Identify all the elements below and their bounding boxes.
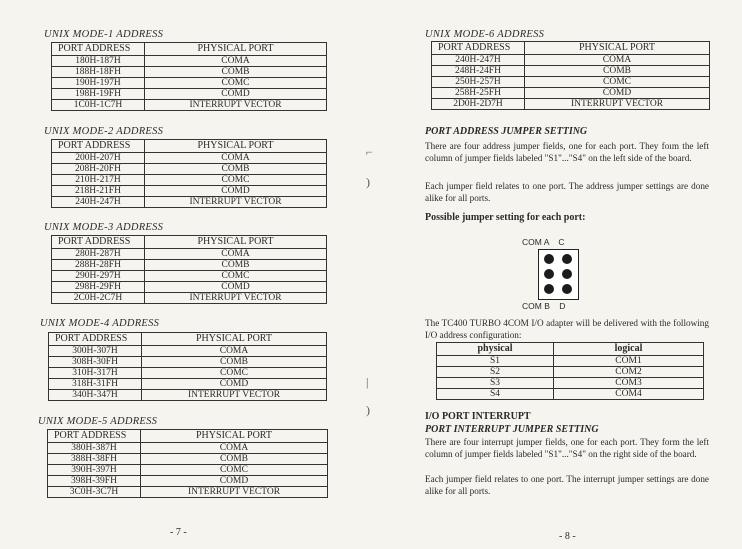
port-address-cell: 288H-28FH <box>52 260 145 271</box>
table-row <box>49 390 327 401</box>
logical-cell: COM4 <box>554 389 704 400</box>
port-address-cell: 2C0H-2C7H <box>52 293 145 304</box>
table-row <box>52 282 327 293</box>
table-row <box>52 67 327 78</box>
port-address-cell: 318H-31FH <box>49 379 142 390</box>
mode6-table <box>431 41 710 110</box>
mode4-title: UNIX MODE-4 ADDRESS <box>40 318 160 329</box>
column-header: PHYSICAL PORT <box>145 140 327 153</box>
io-interrupt-heading: I/O PORT INTERRUPT <box>425 411 531 422</box>
port-address-cell: 290H-297H <box>52 271 145 282</box>
physical-port-cell: INTERRUPT VECTOR <box>142 390 327 401</box>
jumper-pin <box>562 254 572 264</box>
mode2-table <box>51 139 327 208</box>
physical-port-cell: COMA <box>142 346 327 357</box>
column-header: PORT ADDRESS <box>52 236 145 249</box>
table-row <box>432 88 710 99</box>
physical-port-cell: COMB <box>145 164 327 175</box>
mode4-table <box>48 332 327 401</box>
right-page <box>372 0 742 549</box>
physical-port-cell: COMC <box>145 78 327 89</box>
jumper-bottom-labels: COM B D <box>522 301 566 311</box>
table-row <box>52 153 327 164</box>
table-row <box>52 100 327 111</box>
logical-cell: COM3 <box>554 378 704 389</box>
binding-mark: ⌐ <box>366 145 373 159</box>
physical-cell: S4 <box>437 389 554 400</box>
table-row <box>432 77 710 88</box>
binding-mark: ) <box>366 175 370 189</box>
physical-port-cell: COMA <box>141 443 328 454</box>
column-header: PORT ADDRESS <box>48 430 141 443</box>
table-row <box>48 476 328 487</box>
column-header: PORT ADDRESS <box>432 42 525 55</box>
column-header: logical <box>554 343 704 356</box>
physical-cell: S1 <box>437 356 554 367</box>
table-row <box>52 56 327 67</box>
column-header: physical <box>437 343 554 356</box>
port-address-cell: 208H-20FH <box>52 164 145 175</box>
port-address-cell: 240H-247H <box>52 197 145 208</box>
jumper-pin <box>544 254 554 264</box>
physical-port-cell: COMC <box>141 465 328 476</box>
column-header: PHYSICAL PORT <box>141 430 328 443</box>
table-row <box>52 249 327 260</box>
table-row <box>49 357 327 368</box>
table-row <box>52 271 327 282</box>
config-table <box>436 342 704 400</box>
physical-port-cell: COMC <box>142 368 327 379</box>
jumper-pin <box>544 269 554 279</box>
jumper-pin <box>544 284 554 294</box>
logical-cell: COM2 <box>554 367 704 378</box>
port-address-cell: 240H-247H <box>432 55 525 66</box>
table-row <box>437 378 704 389</box>
table-row <box>52 186 327 197</box>
table-row <box>48 443 328 454</box>
port-address-cell: 218H-21FH <box>52 186 145 197</box>
mode3-table <box>51 235 327 304</box>
port-address-cell: 188H-18FH <box>52 67 145 78</box>
physical-port-cell: INTERRUPT VECTOR <box>145 100 327 111</box>
port-address-cell: 300H-307H <box>49 346 142 357</box>
table-row <box>52 78 327 89</box>
table-row <box>437 356 704 367</box>
table-row <box>52 89 327 100</box>
logical-cell: COM1 <box>554 356 704 367</box>
jumper-paragraph-2: Each jumper field relates to one port. The address jumper settings are done alike for all ports. <box>425 181 709 203</box>
table-row <box>52 293 327 304</box>
jumper-pin <box>562 269 572 279</box>
physical-port-cell: COMA <box>525 55 710 66</box>
port-address-cell: 3C0H-3C7H <box>48 487 141 498</box>
table-row <box>437 367 704 378</box>
port-address-cell: 210H-217H <box>52 175 145 186</box>
interrupt-paragraph-1: There are four interrupt jumper fields, one for each port. They form the left column of jumper fields labeled "S1"..."S4" on the right side of the board. <box>425 437 709 459</box>
table-row <box>432 99 710 110</box>
binding-mark: ) <box>366 403 370 417</box>
delivery-paragraph: The TC400 TURBO 4COM I/O adapter will be delivered with the following I/O address configuration: <box>425 318 709 340</box>
physical-cell: S2 <box>437 367 554 378</box>
table-row <box>49 346 327 357</box>
port-address-cell: 258H-25FH <box>432 88 525 99</box>
physical-port-cell: COMB <box>525 66 710 77</box>
jumper-diagram <box>538 249 579 300</box>
physical-port-cell: COMD <box>145 282 327 293</box>
jumper-paragraph-1: There are four address jumper fields, one for each port. They foım the left column of jumper fields labeled "S1"..."S4" on the left side of the board. <box>425 141 709 163</box>
mode1-table <box>51 42 327 111</box>
port-address-cell: 388H-38FH <box>48 454 141 465</box>
page-number-left: - 7 - <box>170 527 187 538</box>
physical-port-cell: COMB <box>145 67 327 78</box>
physical-port-cell: COMD <box>525 88 710 99</box>
interrupt-jumper-heading: PORT INTERRUPT JUMPER SETTING <box>425 424 599 435</box>
port-address-cell: 2D0H-2D7H <box>432 99 525 110</box>
column-header: PHYSICAL PORT <box>142 333 327 346</box>
page-number-right: - 8 - <box>559 531 576 542</box>
physical-port-cell: COMA <box>145 153 327 164</box>
physical-port-cell: COMC <box>145 271 327 282</box>
mode5-table <box>47 429 328 498</box>
port-address-cell: 308H-30FH <box>49 357 142 368</box>
table-row <box>49 368 327 379</box>
physical-port-cell: COMB <box>142 357 327 368</box>
physical-cell: S3 <box>437 378 554 389</box>
port-address-cell: 200H-207H <box>52 153 145 164</box>
table-row <box>52 164 327 175</box>
table-row <box>437 389 704 400</box>
possible-setting-heading: Possible jumper setting for each port: <box>425 212 586 223</box>
physical-port-cell: COMB <box>141 454 328 465</box>
port-address-cell: 180H-187H <box>52 56 145 67</box>
port-address-cell: 340H-347H <box>49 390 142 401</box>
port-address-cell: 190H-197H <box>52 78 145 89</box>
column-header: PORT ADDRESS <box>52 43 145 56</box>
table-row <box>49 379 327 390</box>
column-header: PORT ADDRESS <box>49 333 142 346</box>
port-address-cell: 1C0H-1C7H <box>52 100 145 111</box>
column-header: PHYSICAL PORT <box>145 43 327 56</box>
jumper-setting-heading: PORT ADDRESS JUMPER SETTING <box>425 126 588 137</box>
physical-port-cell: INTERRUPT VECTOR <box>141 487 328 498</box>
mode5-title: UNIX MODE-5 ADDRESS <box>38 416 158 427</box>
table-row <box>48 487 328 498</box>
table-row <box>48 465 328 476</box>
column-header: PHYSICAL PORT <box>525 42 710 55</box>
port-address-cell: 250H-257H <box>432 77 525 88</box>
physical-port-cell: COMD <box>142 379 327 390</box>
table-row <box>432 66 710 77</box>
table-row <box>52 197 327 208</box>
table-row <box>432 55 710 66</box>
jumper-pin <box>562 284 572 294</box>
table-row <box>52 175 327 186</box>
table-row <box>48 454 328 465</box>
port-address-cell: 390H-397H <box>48 465 141 476</box>
physical-port-cell: COMD <box>145 89 327 100</box>
port-address-cell: 198H-19FH <box>52 89 145 100</box>
column-header: PORT ADDRESS <box>52 140 145 153</box>
jumper-top-labels: COM A C <box>522 237 565 247</box>
port-address-cell: 310H-317H <box>49 368 142 379</box>
mode2-title: UNIX MODE-2 ADDRESS <box>44 126 164 137</box>
mode1-title: UNIX MODE-1 ADDRESS <box>44 29 164 40</box>
port-address-cell: 380H-387H <box>48 443 141 454</box>
interrupt-paragraph-2: Each jumper field relates to one port. The interrupt jumper settings are done alike for all ports. <box>425 474 709 496</box>
physical-port-cell: COMC <box>525 77 710 88</box>
port-address-cell: 248H-24FH <box>432 66 525 77</box>
table-row <box>52 260 327 271</box>
port-address-cell: 398H-39FH <box>48 476 141 487</box>
physical-port-cell: COMD <box>141 476 328 487</box>
physical-port-cell: COMC <box>145 175 327 186</box>
binding-mark: | <box>366 375 369 389</box>
physical-port-cell: INTERRUPT VECTOR <box>145 293 327 304</box>
physical-port-cell: COMA <box>145 56 327 67</box>
mode3-title: UNIX MODE-3 ADDRESS <box>44 222 164 233</box>
physical-port-cell: INTERRUPT VECTOR <box>525 99 710 110</box>
physical-port-cell: COMA <box>145 249 327 260</box>
port-address-cell: 280H-287H <box>52 249 145 260</box>
column-header: PHYSICAL PORT <box>145 236 327 249</box>
port-address-cell: 298H-29FH <box>52 282 145 293</box>
physical-port-cell: INTERRUPT VECTOR <box>145 197 327 208</box>
mode6-title: UNIX MODE-6 ADDRESS <box>425 29 545 40</box>
physical-port-cell: COMB <box>145 260 327 271</box>
physical-port-cell: COMD <box>145 186 327 197</box>
